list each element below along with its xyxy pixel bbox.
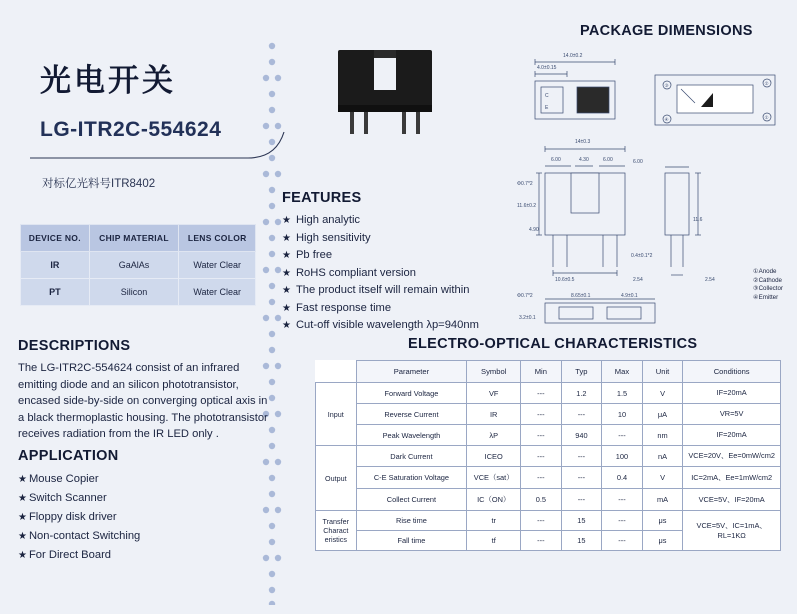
cell-min: --- [521, 383, 562, 404]
table-header-row [316, 361, 781, 383]
cell-parameter: Rise time [356, 511, 467, 531]
cell-unit: μA [642, 404, 683, 425]
cell-unit: nA [642, 446, 683, 467]
cell-min: 0.5 [521, 489, 562, 511]
table-row [316, 489, 781, 511]
list-item: ★ Fast response time [282, 300, 527, 318]
list-item: ★ Floppy disk driver [18, 508, 268, 527]
cell-unit: mA [642, 489, 683, 511]
legend-item: ①Anode [753, 268, 777, 275]
cell-min: --- [521, 425, 562, 446]
product-subtitle-cn: 对标亿光料号ITR8402 [42, 178, 156, 190]
application-heading: APPLICATION [18, 448, 119, 464]
table-row [316, 511, 781, 531]
cell-symbol: tr [467, 511, 521, 531]
svg-text:11.6: 11.6 [693, 217, 703, 223]
cell-unit: μs [642, 531, 683, 551]
cell-typ: --- [561, 467, 602, 489]
device-table [20, 224, 256, 306]
pin-legend [753, 268, 783, 302]
cell-lens-color: Water Clear [179, 252, 256, 279]
title-underline-curve [18, 120, 288, 190]
component-photo [330, 45, 440, 145]
table-row [316, 425, 781, 446]
col-chip-material: CHIP MATERIAL [89, 225, 179, 252]
cell-chip-material: GaAlAs [89, 252, 179, 279]
svg-text:①: ① [764, 115, 769, 120]
application-list [18, 470, 268, 565]
cell-min: --- [521, 531, 562, 551]
cell-conditions: IF=20mA [683, 425, 781, 446]
cell-min: --- [521, 467, 562, 489]
col-unit: Unit [642, 361, 683, 383]
cell-symbol: IR [467, 404, 521, 425]
cell-typ: 940 [561, 425, 602, 446]
group-output: Output [316, 446, 357, 511]
cell-unit: V [642, 383, 683, 404]
cell-unit: nm [642, 425, 683, 446]
svg-text:E: E [545, 105, 549, 111]
list-item: ★ Pb free [282, 247, 527, 265]
list-item: ★ Mouse Copier [18, 470, 268, 489]
cell-parameter: Forward Voltage [356, 383, 467, 404]
svg-text:3.2±0.1: 3.2±0.1 [519, 315, 536, 321]
cell-parameter: Collect Current [356, 489, 467, 511]
cell-min: --- [521, 511, 562, 531]
col-typ: Typ [561, 361, 602, 383]
col-conditions: Conditions [683, 361, 781, 383]
cell-lens-color: Water Clear [179, 279, 256, 306]
col-symbol: Symbol [467, 361, 521, 383]
product-part-number: LG-ITR2C-554624 [40, 118, 222, 141]
list-item: ★ The product itself will remain within [282, 282, 527, 300]
list-item: ★ Switch Scanner [18, 489, 268, 508]
legend-item: ③Collector [753, 285, 783, 292]
svg-text:14±0.3: 14±0.3 [575, 139, 591, 145]
cell-symbol: tf [467, 531, 521, 551]
svg-text:Φ0.7*2: Φ0.7*2 [517, 181, 533, 187]
col-group [316, 361, 357, 383]
cell-unit: V [642, 467, 683, 489]
cell-chip-material: Silicon [89, 279, 179, 306]
svg-text:10.6±0.5: 10.6±0.5 [555, 277, 575, 283]
cell-parameter: Peak Wavelength [356, 425, 467, 446]
cell-typ: --- [561, 489, 602, 511]
cell-typ: 15 [561, 531, 602, 551]
svg-text:4.30: 4.30 [579, 157, 589, 163]
col-lens-color: LENS COLOR [179, 225, 256, 252]
eo-characteristics-heading: ELECTRO-OPTICAL CHARACTERISTICS [408, 336, 698, 352]
legend-item: ④Emitter [753, 293, 779, 301]
descriptions-text: The LG-ITR2C-554624 consist of an infrared emitting diode and an silicon phototransistor, encased side-by-side on converging optical axis in a black thermoplastic housing. The phototransistor receives radiation from the IR LED only . [18, 362, 268, 440]
table-row [21, 279, 256, 306]
col-min: Min [521, 361, 562, 383]
group-input: Input [316, 383, 357, 446]
cell-parameter: C-E Saturation Voltage [356, 467, 467, 489]
col-device-no: DEVICE NO. [21, 225, 90, 252]
cell-min: --- [521, 404, 562, 425]
features-heading: FEATURES [282, 190, 362, 206]
table-row [316, 467, 781, 489]
cell-symbol: λP [467, 425, 521, 446]
cell-conditions: IF=20mA [683, 383, 781, 404]
svg-text:③: ③ [664, 83, 669, 88]
cell-symbol: ICEO [467, 446, 521, 467]
cell-parameter: Fall time [356, 531, 467, 551]
list-item: ★ Non-contact Switching [18, 527, 268, 546]
list-item: ★ High sensitivity [282, 230, 527, 248]
dim-label: 14.0±0.2 [563, 53, 583, 59]
cell-max: --- [602, 489, 643, 511]
list-item: ★ For Direct Board [18, 546, 268, 565]
cell-typ: --- [561, 404, 602, 425]
product-title-cn: 光电开关 [40, 63, 176, 98]
cell-parameter: Dark Current [356, 446, 467, 467]
table-row [316, 404, 781, 425]
cell-max: 10 [602, 404, 643, 425]
table-header-row [21, 225, 256, 252]
svg-text:2.54: 2.54 [705, 277, 715, 283]
svg-text:2.54: 2.54 [633, 277, 643, 283]
eo-characteristics-table [315, 360, 781, 551]
list-item: ★ RoHS compliant version [282, 265, 527, 283]
cell-max: 1.5 [602, 383, 643, 404]
cell-parameter: Reverse Current [356, 404, 467, 425]
col-parameter: Parameter [356, 361, 467, 383]
svg-text:C: C [545, 93, 549, 99]
cell-max: --- [602, 531, 643, 551]
cell-symbol: VF [467, 383, 521, 404]
list-item: ★ Cut-off visible wavelength λp=940nm [282, 317, 527, 335]
cell-max: 100 [602, 446, 643, 467]
cell-conditions: VCE=20V、Ee=0mW/cm2 [683, 446, 781, 467]
svg-text:④: ④ [664, 117, 669, 122]
descriptions-heading: DESCRIPTIONS [18, 338, 131, 354]
cell-conditions: VCE=5V、IC=1mA、RL=1KΩ [683, 511, 781, 551]
cell-typ: 15 [561, 511, 602, 531]
table-row [316, 446, 781, 467]
cell-max: 0.4 [602, 467, 643, 489]
svg-text:②: ② [764, 81, 769, 86]
svg-text:6.00: 6.00 [551, 157, 561, 163]
legend-item: ②Cathode [753, 276, 782, 284]
cell-device-no: PT [21, 279, 90, 306]
svg-text:8.65±0.1: 8.65±0.1 [571, 293, 591, 299]
cell-typ: 1.2 [561, 383, 602, 404]
cell-max: --- [602, 511, 643, 531]
package-dimension-drawing [515, 45, 783, 325]
cell-symbol: VCE（sat） [467, 467, 521, 489]
svg-text:6.00: 6.00 [633, 159, 643, 165]
svg-text:6.00: 6.00 [603, 157, 613, 163]
cell-max: --- [602, 425, 643, 446]
svg-text:4.9±0.1: 4.9±0.1 [621, 293, 638, 299]
cell-typ: --- [561, 446, 602, 467]
svg-text:Φ0.7*2: Φ0.7*2 [517, 293, 533, 299]
cell-min: --- [521, 446, 562, 467]
cell-conditions: VR=5V [683, 404, 781, 425]
package-dimensions-heading: PACKAGE DIMENSIONS [580, 23, 753, 39]
group-transfer: Transfer Charact eristics [316, 511, 357, 551]
svg-text:11.6±0.2: 11.6±0.2 [517, 203, 537, 209]
cell-unit: μs [642, 511, 683, 531]
list-item: ★ High analytic [282, 212, 527, 230]
col-max: Max [602, 361, 643, 383]
cell-conditions: IC=2mA、Ee=1mW/cm2 [683, 467, 781, 489]
table-row [21, 252, 256, 279]
dim-label: 4.0±0.15 [537, 65, 557, 71]
svg-text:0.4±0.1*2: 0.4±0.1*2 [631, 253, 653, 259]
cell-device-no: IR [21, 252, 90, 279]
svg-text:4.90: 4.90 [529, 227, 539, 233]
features-list [282, 212, 527, 335]
cell-conditions: VCE=5V、IF=20mA [683, 489, 781, 511]
cell-symbol: IC（ON） [467, 489, 521, 511]
table-row [316, 383, 781, 404]
